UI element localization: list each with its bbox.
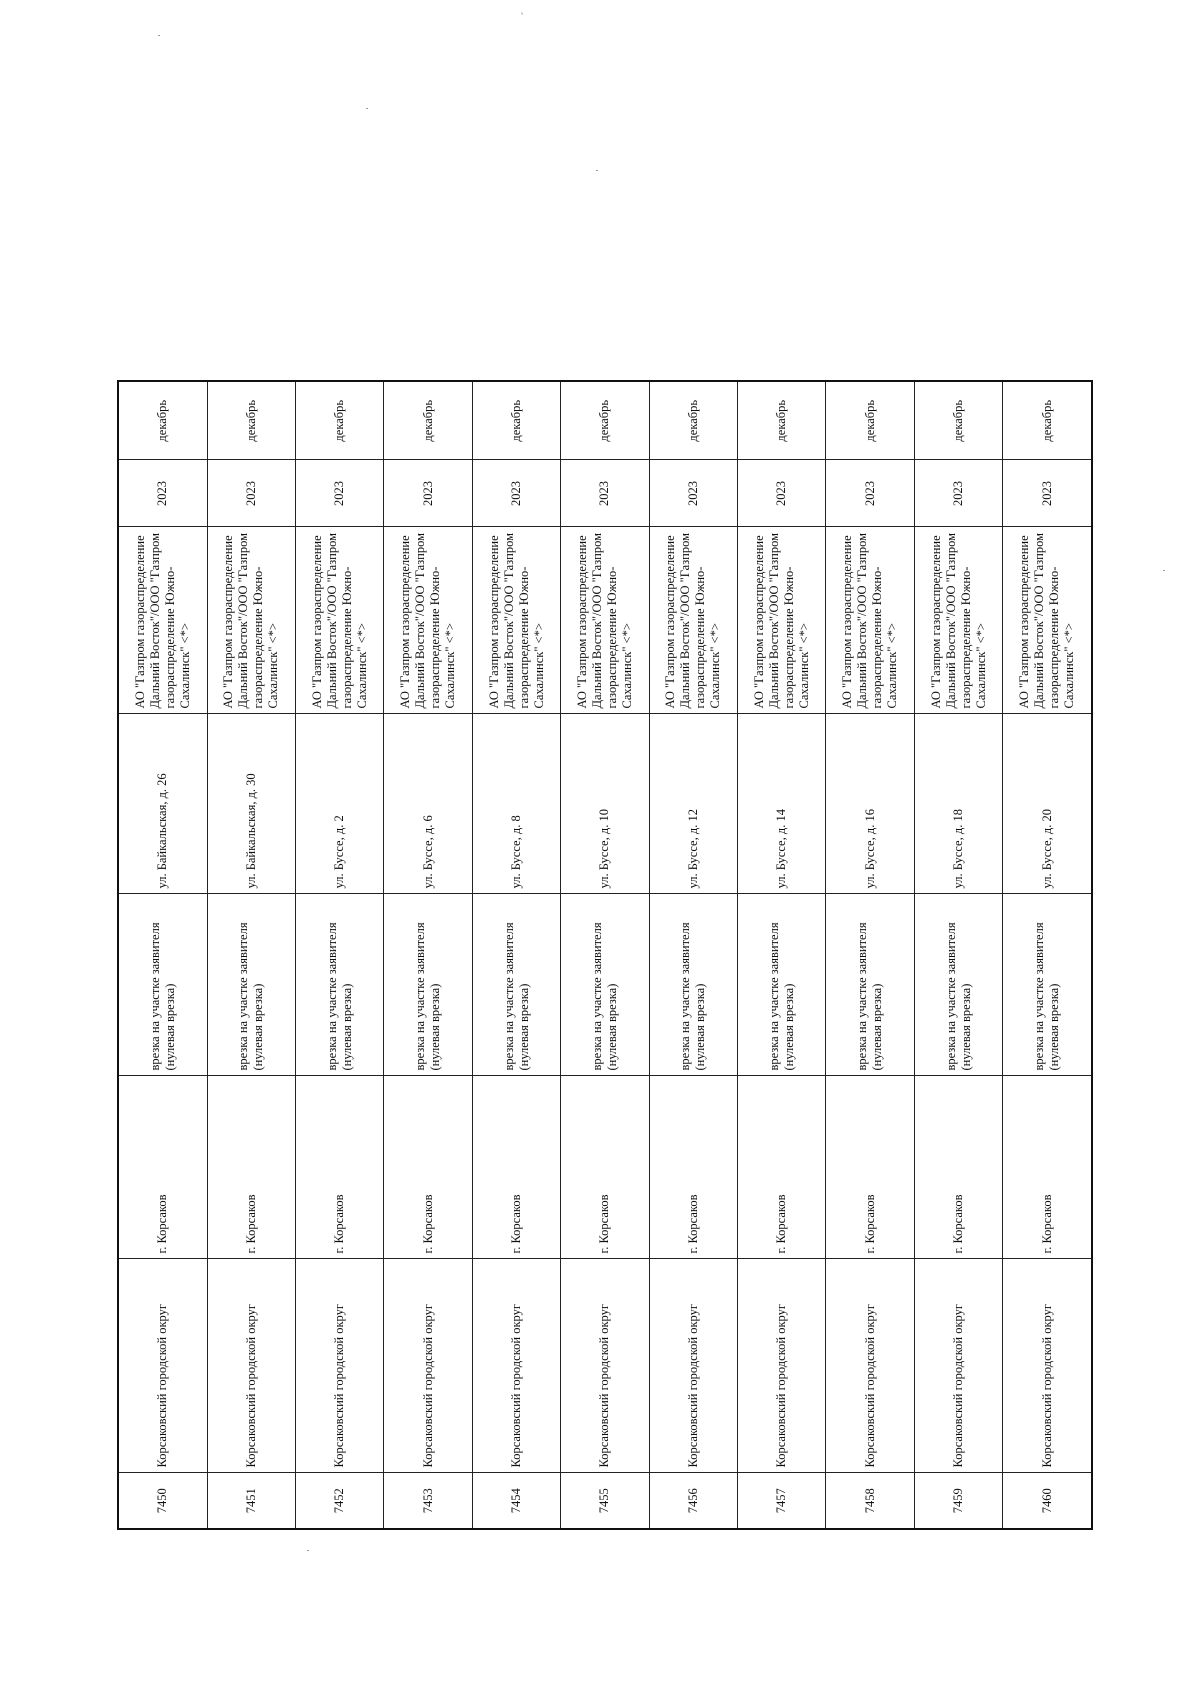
organization-cell: АО "Газпром газораспределение Дальний Восток"/ООО "Газпром газораспределение Южно-Сахалинск" <*> [738,527,826,714]
address-cell: ул. Буссе, д. 8 [472,714,560,894]
city-cell: г. Корсаков [738,1076,826,1259]
month-cell: декабрь [826,381,914,460]
organization-cell: АО "Газпром газораспределение Дальний Восток"/ООО "Газпром газораспределение Южно-Сахалинск" <*> [1003,527,1092,714]
table-row [1003,381,1092,1529]
year-cell: 2023 [649,460,737,527]
month-cell: декабрь [649,381,737,460]
row-number: 7453 [384,1473,472,1529]
city-cell: г. Корсаков [472,1076,560,1259]
organization-cell: АО "Газпром газораспределение Дальний Восток"/ООО "Газпром газораспределение Южно-Сахалинск" <*> [472,527,560,714]
row-number: 7450 [118,1473,207,1529]
city-cell: г. Корсаков [826,1076,914,1259]
city-cell: г. Корсаков [118,1076,207,1259]
table-row [738,381,826,1529]
connection-type-cell: врезка на участке заявителя (нулевая врезка) [561,894,649,1076]
year-cell: 2023 [472,460,560,527]
organization-cell: АО "Газпром газораспределение Дальний Восток"/ООО "Газпром газораспределение Южно-Сахалинск" <*> [296,527,384,714]
organization-cell: АО "Газпром газораспределение Дальний Восток"/ООО "Газпром газораспределение Южно-Сахалинск" <*> [561,527,649,714]
address-cell: ул. Байкальская, д. 30 [207,714,295,894]
address-cell: ул. Буссе, д. 20 [1003,714,1092,894]
connection-type-cell: врезка на участке заявителя (нулевая врезка) [207,894,295,1076]
scan-speck [1163,570,1165,571]
month-cell: декабрь [914,381,1002,460]
year-cell: 2023 [738,460,826,527]
district-cell: Корсаковский городской округ [561,1259,649,1473]
scan-speck [521,12,523,14]
connection-type-cell: врезка на участке заявителя (нулевая врезка) [914,894,1002,1076]
city-cell: г. Корсаков [384,1076,472,1259]
table-row [384,381,472,1529]
year-cell: 2023 [384,460,472,527]
city-cell: г. Корсаков [207,1076,295,1259]
city-cell: г. Корсаков [296,1076,384,1259]
row-number: 7452 [296,1473,384,1529]
city-cell: г. Корсаков [914,1076,1002,1259]
month-cell: декабрь [561,381,649,460]
city-cell: г. Корсаков [561,1076,649,1259]
organization-cell: АО "Газпром газораспределение Дальний Восток"/ООО "Газпром газораспределение Южно-Сахалинск" <*> [914,527,1002,714]
year-cell: 2023 [561,460,649,527]
district-cell: Корсаковский городской округ [738,1259,826,1473]
connection-type-cell: врезка на участке заявителя (нулевая врезка) [826,894,914,1076]
district-cell: Корсаковский городской округ [1003,1259,1092,1473]
table-row [207,381,295,1529]
address-cell: ул. Байкальская, д. 26 [118,714,207,894]
year-cell: 2023 [296,460,384,527]
connection-type-cell: врезка на участке заявителя (нулевая врезка) [118,894,207,1076]
row-number: 7456 [649,1473,737,1529]
connection-type-cell: врезка на участке заявителя (нулевая врезка) [384,894,472,1076]
district-cell: Корсаковский городской округ [296,1259,384,1473]
connection-type-cell: врезка на участке заявителя (нулевая врезка) [649,894,737,1076]
row-number: 7459 [914,1473,1002,1529]
row-number: 7460 [1003,1473,1092,1529]
address-cell: ул. Буссе, д. 10 [561,714,649,894]
row-number: 7457 [738,1473,826,1529]
table-row [649,381,737,1529]
year-cell: 2023 [1003,460,1092,527]
organization-cell: АО "Газпром газораспределение Дальний Восток"/ООО "Газпром газораспределение Южно-Сахалинск" <*> [118,527,207,714]
table-row [914,381,1002,1529]
year-cell: 2023 [914,460,1002,527]
table-row [561,381,649,1529]
scan-speck [366,108,368,109]
district-cell: Корсаковский городской округ [472,1259,560,1473]
table-body [118,381,1092,1529]
organization-cell: АО "Газпром газораспределение Дальний Восток"/ООО "Газпром газораспределение Южно-Сахалинск" <*> [207,527,295,714]
month-cell: декабрь [1003,381,1092,460]
organization-cell: АО "Газпром газораспределение Дальний Восток"/ООО "Газпром газораспределение Южно-Сахалинск" <*> [384,527,472,714]
scan-speck [596,170,598,171]
address-cell: ул. Буссе, д. 18 [914,714,1002,894]
scan-speck [158,35,160,36]
row-number: 7454 [472,1473,560,1529]
address-cell: ул. Буссе, д. 12 [649,714,737,894]
city-cell: г. Корсаков [649,1076,737,1259]
row-number: 7455 [561,1473,649,1529]
address-cell: ул. Буссе, д. 6 [384,714,472,894]
month-cell: декабрь [472,381,560,460]
rotated-table-container [117,382,1093,1530]
year-cell: 2023 [118,460,207,527]
table-row [472,381,560,1529]
month-cell: декабрь [118,381,207,460]
district-cell: Корсаковский городской округ [826,1259,914,1473]
connection-type-cell: врезка на участке заявителя (нулевая врезка) [738,894,826,1076]
organization-cell: АО "Газпром газораспределение Дальний Восток"/ООО "Газпром газораспределение Южно-Сахалинск" <*> [649,527,737,714]
address-cell: ул. Буссе, д. 2 [296,714,384,894]
month-cell: декабрь [296,381,384,460]
district-cell: Корсаковский городской округ [118,1259,207,1473]
city-cell: г. Корсаков [1003,1076,1092,1259]
address-cell: ул. Буссе, д. 14 [738,714,826,894]
address-cell: ул. Буссе, д. 16 [826,714,914,894]
district-cell: Корсаковский городской округ [649,1259,737,1473]
connection-type-cell: врезка на участке заявителя (нулевая врезка) [296,894,384,1076]
row-number: 7458 [826,1473,914,1529]
gas-connection-table [117,380,1093,1530]
district-cell: Корсаковский городской округ [914,1259,1002,1473]
year-cell: 2023 [826,460,914,527]
connection-type-cell: врезка на участке заявителя (нулевая врезка) [1003,894,1092,1076]
district-cell: Корсаковский городской округ [384,1259,472,1473]
connection-type-cell: врезка на участке заявителя (нулевая врезка) [472,894,560,1076]
scan-speck [307,1550,309,1551]
table-row [826,381,914,1529]
month-cell: декабрь [738,381,826,460]
district-cell: Корсаковский городской округ [207,1259,295,1473]
row-number: 7451 [207,1473,295,1529]
table-row [296,381,384,1529]
table-row [118,381,207,1529]
year-cell: 2023 [207,460,295,527]
month-cell: декабрь [207,381,295,460]
month-cell: декабрь [384,381,472,460]
organization-cell: АО "Газпром газораспределение Дальний Восток"/ООО "Газпром газораспределение Южно-Сахалинск" <*> [826,527,914,714]
